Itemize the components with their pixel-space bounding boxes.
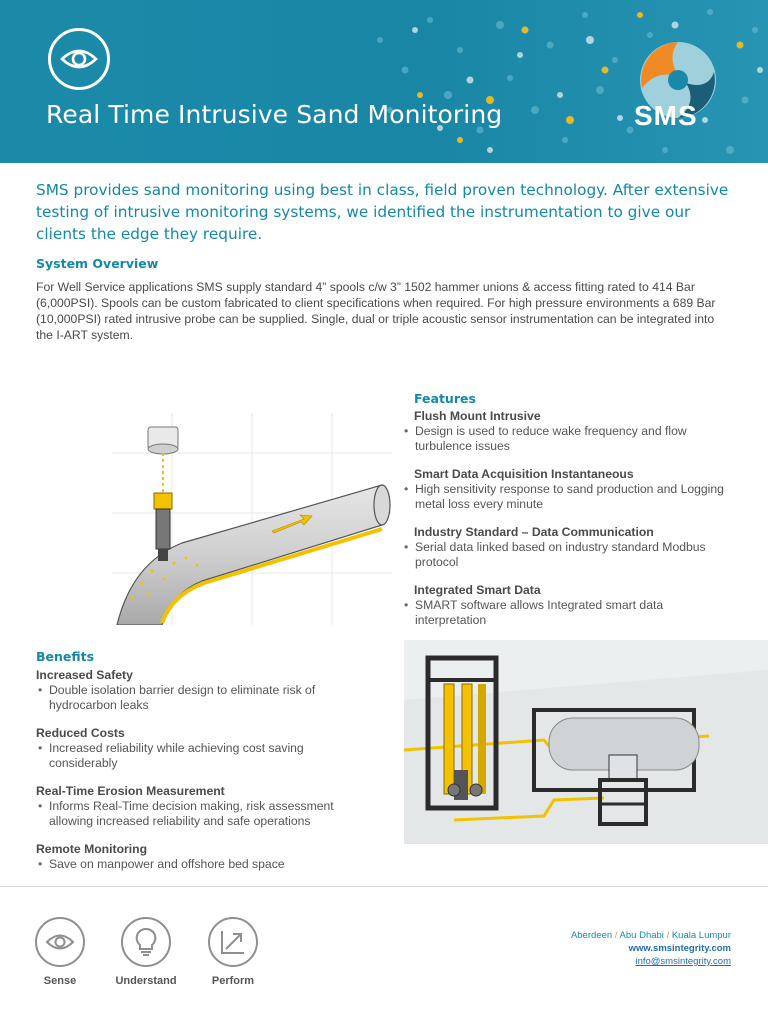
benefit-desc: • Double isolation barrier design to eliminate risk of hydrocarbon leaks <box>36 683 366 713</box>
website-link[interactable]: www.smsintegrity.com <box>628 943 731 954</box>
features-heading: Features <box>414 391 476 406</box>
feature-desc: • Design is used to reduce wake frequency and flow turbulence issues <box>402 424 732 454</box>
growth-arrow-icon <box>208 917 258 967</box>
benefit-item <box>36 784 366 829</box>
footer-label-perform: Perform <box>211 975 255 987</box>
city: Kuala Lumpur <box>671 930 731 941</box>
footer-label-sense: Sense <box>43 975 77 987</box>
city: Aberdeen <box>570 930 613 941</box>
benefit-title: Real-Time Erosion Measurement <box>36 784 225 798</box>
lightbulb-icon <box>121 917 171 967</box>
benefit-title: Reduced Costs <box>36 726 125 740</box>
benefit-title: Increased Safety <box>36 668 133 682</box>
sms-logo-text: SMS <box>634 100 698 131</box>
page-title: Real Time Intrusive Sand Monitoring <box>46 100 503 129</box>
feature-title: Smart Data Acquisition Instantaneous <box>414 467 634 481</box>
email-link[interactable]: info@smsintegrity.com <box>635 956 731 967</box>
benefits-heading: Benefits <box>36 649 95 664</box>
eye-icon <box>35 917 85 967</box>
benefit-item <box>36 842 366 872</box>
city-separator: / <box>666 930 670 941</box>
benefit-item <box>36 668 366 713</box>
feature-desc: • SMART software allows Integrated smart data interpretation <box>402 598 732 628</box>
contact-block <box>571 929 731 968</box>
system-overview-heading: System Overview <box>36 256 159 271</box>
city-separator: / <box>614 930 618 941</box>
system-overview-text: For Well Service applications SMS supply standard 4” spools c/w 3” 1502 hammer unions & access fitting rated to 414 Bar (6,000PSI). Spools can be custom fabricated to client specifications when required. For high pressure environments a 689 Bar (10,000PSI) rated intrusive probe can be supplied. Single, dual or triple acoustic sensor instrumentation can be integrated into the I-ART system. <box>36 280 716 342</box>
benefit-item <box>36 726 366 771</box>
benefit-desc: • Informs Real-Time decision making, risk assessment allowing increased reliability and safe operations <box>36 799 366 829</box>
footer-divider <box>0 886 768 887</box>
feature-title: Integrated Smart Data <box>414 583 541 597</box>
benefit-desc: • Save on manpower and offshore bed space <box>36 857 366 872</box>
office-locations <box>571 929 731 942</box>
feature-item <box>402 583 732 628</box>
feature-title: Industry Standard – Data Communication <box>414 525 654 539</box>
feature-item <box>402 525 732 570</box>
benefit-desc: • Increased reliability while achieving cost saving considerably <box>36 741 366 771</box>
features-list <box>402 409 732 641</box>
header-banner <box>0 0 768 163</box>
footer-label-understand: Understand <box>115 975 177 987</box>
benefits-list <box>36 668 366 885</box>
feature-title: Flush Mount Intrusive <box>414 409 541 423</box>
feature-desc: • Serial data linked based on industry standard Modbus protocol <box>402 540 732 570</box>
skid-rig-illustration <box>404 640 768 844</box>
benefit-title: Remote Monitoring <box>36 842 148 856</box>
feature-item <box>402 467 732 512</box>
eye-icon <box>48 28 110 90</box>
intrusive-probe-pipe-illustration <box>112 413 392 625</box>
feature-item <box>402 409 732 454</box>
feature-desc: • High sensitivity response to sand production and Logging metal loss every minute <box>402 482 732 512</box>
intro-paragraph: SMS provides sand monitoring using best in class, field proven technology. After extensive testing of intrusive monitoring systems, we identified the instrumentation to give our clients the edge they require. <box>36 181 729 243</box>
city: Abu Dhabi <box>619 930 664 941</box>
